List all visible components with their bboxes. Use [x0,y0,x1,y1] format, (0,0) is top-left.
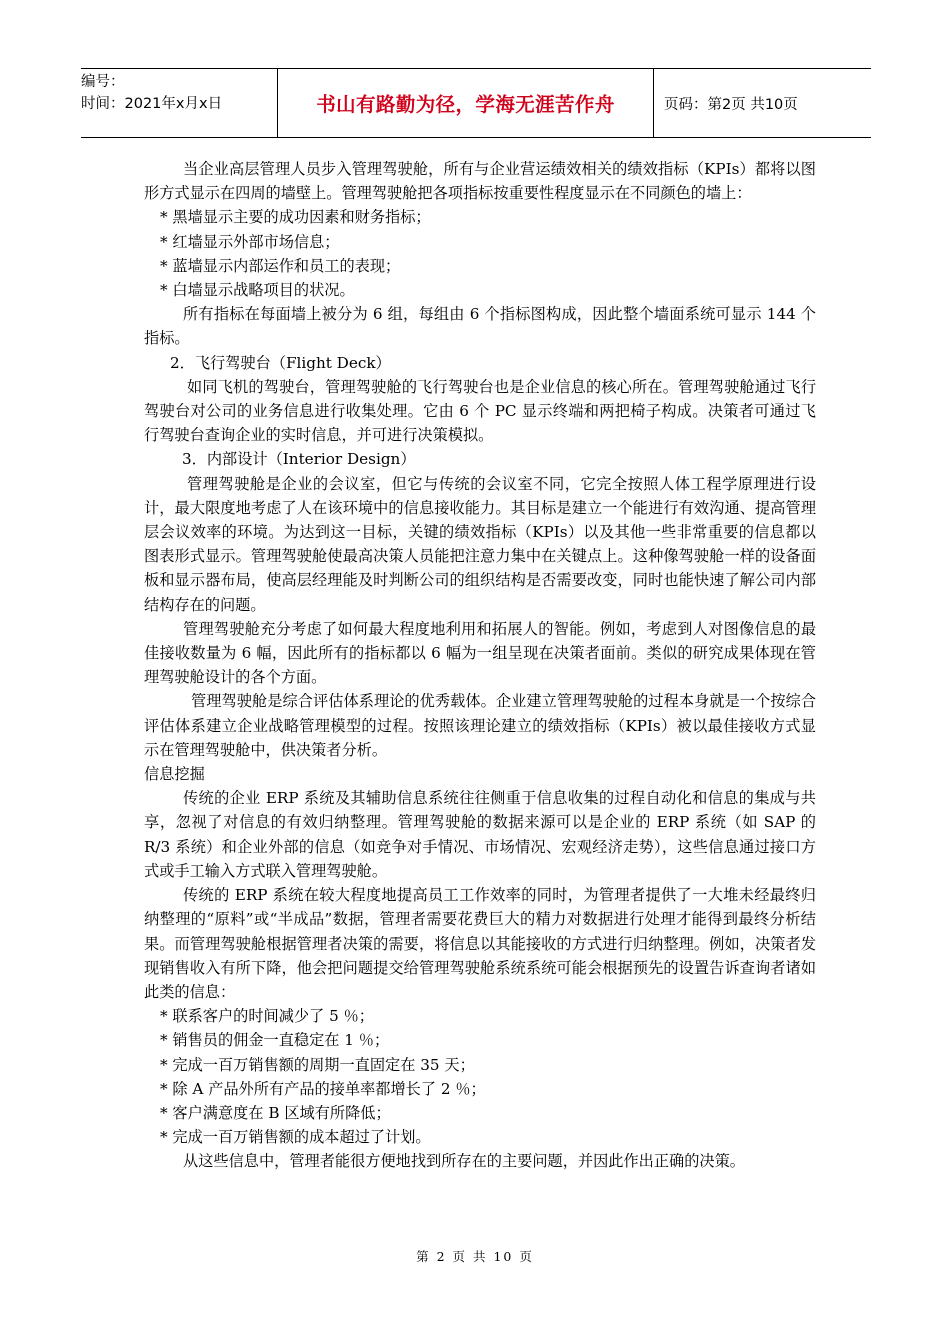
section-heading: 2．飞行驾驶台（Flight Deck） [170,353,391,372]
paragraph: 传统的企业 ERP 系统及其辅助信息系统往往侧重于信息收集的过程自动化和信息的集成与共享，忽视了对信息的有效归纳整理。管理驾驶舱的数据来源可以是企业的 ERP 系统（如 SAP 的 R/3 系统）和企业外部的信息（如竞争对手情况、市场情况、宏观经济走势），这些信息通过接口方式或手工输入方式联入管理驾驶舱。 [144,789,816,880]
list-item: * 蓝墙显示内部运作和员工的表现； [160,256,401,275]
list-item: * 销售员的佣金一直稳定在 1 ％； [160,1031,390,1050]
paragraph: 管理驾驶舱充分考虑了如何最大程度地利用和拓展人的智能。例如，考虑到人对图像信息的最佳接收数量为 6 幅，因此所有的指标都以 6 幅为一组呈现在决策者面前。类似的研究成果体现在管理驾驶舱设计的各个方面。 [144,619,816,687]
document-date-label: 时间：2021年x月x日 [81,96,223,112]
header-info-cell [81,69,278,137]
header-motto-cell [278,69,654,137]
list-item: * 黑墙显示主要的成功因素和财务指标； [160,208,431,227]
section-heading: 3．内部设计（Interior Design） [182,450,416,469]
header-motto: 书山有路勤为径，学海无涯苦作舟 [316,93,615,116]
document-number-label: 编号： [81,74,125,90]
list-item: * 完成一百万销售额的成本超过了计划。 [160,1128,431,1147]
document-body [144,157,816,1174]
header-page-cell [654,69,871,137]
paragraph: 传统的 ERP 系统在较大程度地提高员工工作效率的同时，为管理者提供了一大堆未经最终归纳整理的“原料”或“半成品”数据，管理者需要花费巨大的精力对数据进行处理才能得到最终分析结果。而管理驾驶舱根据管理者决策的需要，将信息以其能接收的方式进行归纳整理。例如，决策者发现销售收入有所下降，他会把问题提交给管理驾驶舱系统系统可能会根据预先的设置告诉查询者诸如此类的信息： [144,886,816,1001]
list-item: * 白墙显示战略项目的状况。 [160,281,355,300]
header-page-label: 页码：第2页 共10页 [664,96,798,113]
paragraph: 管理驾驶舱是综合评估体系理论的优秀载体。企业建立管理驾驶舱的过程本身就是一个按综合评估体系建立企业战略管理模型的过程。按照该理论建立的绩效指标（KPIs）被以最佳接收方式显示在管理驾驶舱中，供决策者分析。 [144,692,816,759]
list-item: * 除 A 产品外所有产品的接单率都增长了 2 ％； [160,1079,486,1098]
paragraph: 如同飞机的驾驶台，管理驾驶舱的飞行驾驶台也是企业信息的核心所在。管理驾驶舱通过飞行驾驶台对公司的业务信息进行收集处理。它由 6 个 PC 显示终端和两把椅子构成。决策者可通过飞行驾驶台查询企业的实时信息，并可进行决策模拟。 [144,377,816,445]
list-item: * 完成一百万销售额的周期一直固定在 35 天； [160,1055,475,1074]
list-item: * 红墙显示外部市场信息； [160,232,340,251]
paragraph: 从这些信息中，管理者能很方便地找到所存在的主要问题，并因此作出正确的决策。 [183,1152,745,1171]
section-heading: 信息挖掘 [144,765,205,784]
paragraph: 管理驾驶舱是企业的会议室，但它与传统的会议室不同，它完全按照人体工程学原理进行设计，最大限度地考虑了人在该环境中的信息接收能力。其目标是建立一个能进行有效沟通、提高管理层会议效率的环境。为达到这一目标，关键的绩效指标（KPIs）以及其他一些非常重要的信息都以图表形式显示。管理驾驶舱使最高决策人员能把注意力集中在关键点上。这种像驾驶舱一样的设备面板和显示器布局，使高层经理能及时判断公司的组织结构是否需要改变，同时也能快速了解公司内部结构存在的问题。 [144,474,816,614]
page-header [81,68,871,138]
list-item: * 客户满意度在 B 区域有所降低； [160,1103,391,1122]
list-item: * 联系客户的时间减少了 5 ％； [160,1007,374,1026]
paragraph: 所有指标在每面墙上被分为 6 组，每组由 6 个指标图构成，因此整个墙面系统可显示 144 个指标。 [144,305,816,348]
page-footer: 第 2 页 共 10 页 [416,1249,534,1264]
paragraph: 当企业高层管理人员步入管理驾驶舱，所有与企业营运绩效相关的绩效指标（KPIs）都将以图形方式显示在四周的墙壁上。管理驾驶舱把各项指标按重要性程度显示在不同颜色的墙上： [144,160,816,203]
